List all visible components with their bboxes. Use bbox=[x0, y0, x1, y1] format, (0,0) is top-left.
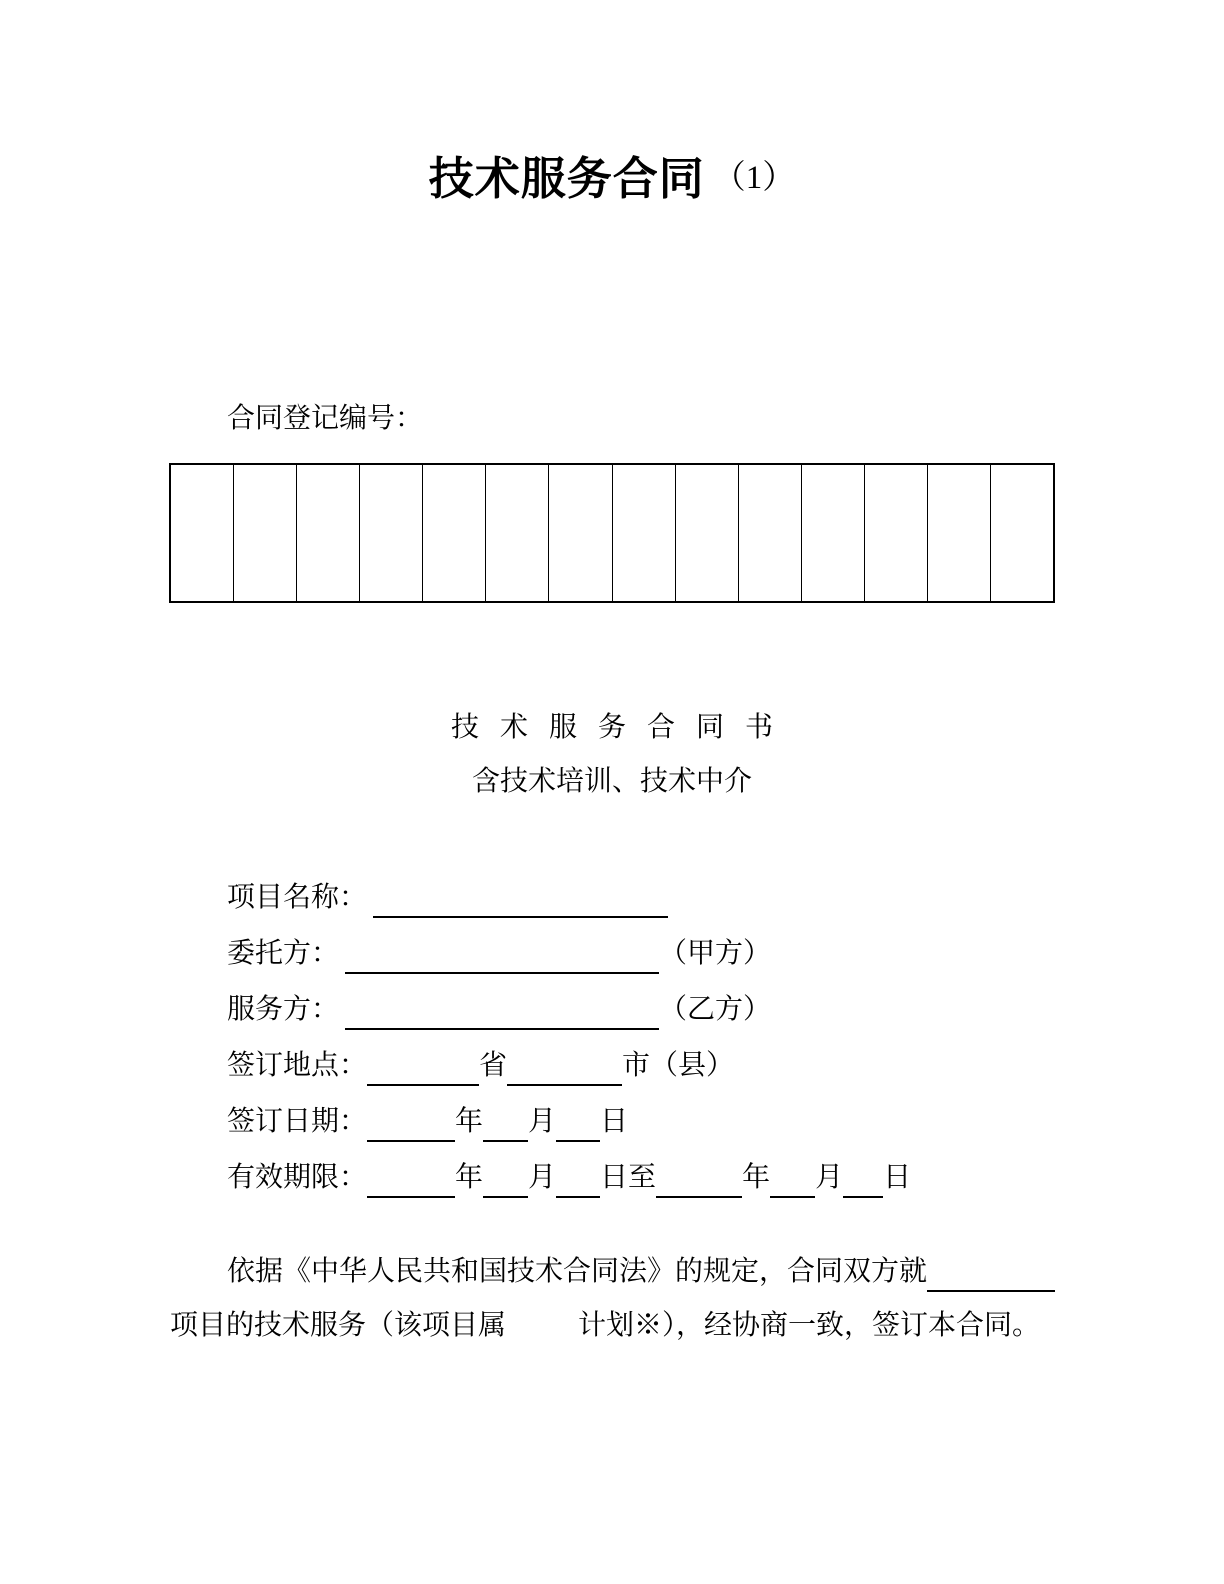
signing-year-suffix: 年 bbox=[455, 1106, 484, 1137]
subtitle-heading-text: 技术服务合同书 bbox=[450, 712, 794, 743]
subtitle-subheading: 含技术培训、技术中介 bbox=[471, 766, 752, 797]
city-blank[interactable] bbox=[507, 1046, 622, 1086]
client-label: 委托方： bbox=[227, 938, 340, 969]
document-title-note: （1） bbox=[712, 160, 796, 196]
client-party-suffix: （甲方） bbox=[659, 938, 772, 969]
form-row-signing-place bbox=[227, 1046, 734, 1086]
registration-cell[interactable] bbox=[991, 465, 1053, 601]
document-title-main: 技术服务合同 bbox=[428, 153, 705, 204]
signing-date-label: 签订日期： bbox=[227, 1106, 368, 1137]
registration-cell[interactable] bbox=[171, 465, 234, 601]
province-blank[interactable] bbox=[367, 1046, 479, 1086]
closing-paragraph-line2-before: 项目的技术服务（该项目属 bbox=[170, 1310, 507, 1341]
registration-cell[interactable] bbox=[928, 465, 991, 601]
city-suffix: 市（县） bbox=[622, 1050, 735, 1081]
form-row-signing-date bbox=[227, 1102, 628, 1142]
province-suffix: 省 bbox=[479, 1050, 508, 1081]
closing-paragraph-line2-after: 计划※），经协商一致，签订本合同。 bbox=[578, 1310, 1041, 1341]
validity-start-day-blank[interactable] bbox=[556, 1158, 600, 1198]
signing-year-blank[interactable] bbox=[367, 1102, 455, 1142]
registration-cell[interactable] bbox=[423, 465, 486, 601]
registration-cell[interactable] bbox=[676, 465, 739, 601]
validity-end-day-suffix: 日 bbox=[883, 1162, 912, 1193]
validity-end-year-blank[interactable] bbox=[656, 1158, 742, 1198]
provider-name-blank[interactable] bbox=[345, 990, 659, 1030]
document-title bbox=[0, 142, 1224, 207]
form-row-provider bbox=[227, 990, 771, 1030]
form-row-project-name bbox=[227, 878, 668, 918]
registration-cell[interactable] bbox=[297, 465, 360, 601]
project-name-blank[interactable] bbox=[373, 878, 668, 918]
validity-start-day-to: 日至 bbox=[600, 1162, 657, 1193]
closing-paragraph-line2 bbox=[170, 1306, 1040, 1346]
signing-day-suffix: 日 bbox=[600, 1106, 629, 1137]
validity-end-month-suffix: 月 bbox=[815, 1162, 844, 1193]
signing-day-blank[interactable] bbox=[556, 1102, 600, 1142]
validity-end-month-blank[interactable] bbox=[770, 1158, 815, 1198]
registration-number-label: 合同登记编号： bbox=[227, 403, 424, 434]
project-subject-blank[interactable] bbox=[927, 1252, 1055, 1292]
signing-month-blank[interactable] bbox=[483, 1102, 528, 1142]
registration-number-grid bbox=[169, 463, 1055, 603]
provider-party-suffix: （乙方） bbox=[659, 994, 772, 1025]
project-name-label: 项目名称： bbox=[227, 882, 368, 913]
registration-cell[interactable] bbox=[802, 465, 865, 601]
subtitle-heading bbox=[0, 708, 1224, 748]
provider-label: 服务方： bbox=[227, 994, 340, 1025]
validity-start-month-suffix: 月 bbox=[528, 1162, 557, 1193]
plan-name-blank[interactable] bbox=[506, 1308, 578, 1346]
closing-paragraph-line1 bbox=[227, 1252, 1055, 1292]
registration-cell[interactable] bbox=[234, 465, 297, 601]
registration-cell[interactable] bbox=[865, 465, 928, 601]
closing-paragraph-line1-text: 依据《中华人民共和国技术合同法》的规定，合同双方就 bbox=[227, 1256, 928, 1287]
validity-end-day-blank[interactable] bbox=[843, 1158, 883, 1198]
registration-cell[interactable] bbox=[486, 465, 549, 601]
validity-end-year-suffix: 年 bbox=[742, 1162, 771, 1193]
signing-month-suffix: 月 bbox=[528, 1106, 557, 1137]
client-name-blank[interactable] bbox=[345, 934, 659, 974]
validity-start-month-blank[interactable] bbox=[483, 1158, 528, 1198]
signing-place-label: 签订地点： bbox=[227, 1050, 368, 1081]
registration-cell[interactable] bbox=[360, 465, 423, 601]
form-row-validity-period bbox=[227, 1158, 911, 1198]
registration-cell[interactable] bbox=[549, 465, 612, 601]
registration-cell[interactable] bbox=[613, 465, 676, 601]
validity-label: 有效期限： bbox=[227, 1162, 368, 1193]
validity-start-year-blank[interactable] bbox=[367, 1158, 455, 1198]
registration-cell[interactable] bbox=[739, 465, 802, 601]
validity-start-year-suffix: 年 bbox=[455, 1162, 484, 1193]
form-row-client bbox=[227, 934, 771, 974]
